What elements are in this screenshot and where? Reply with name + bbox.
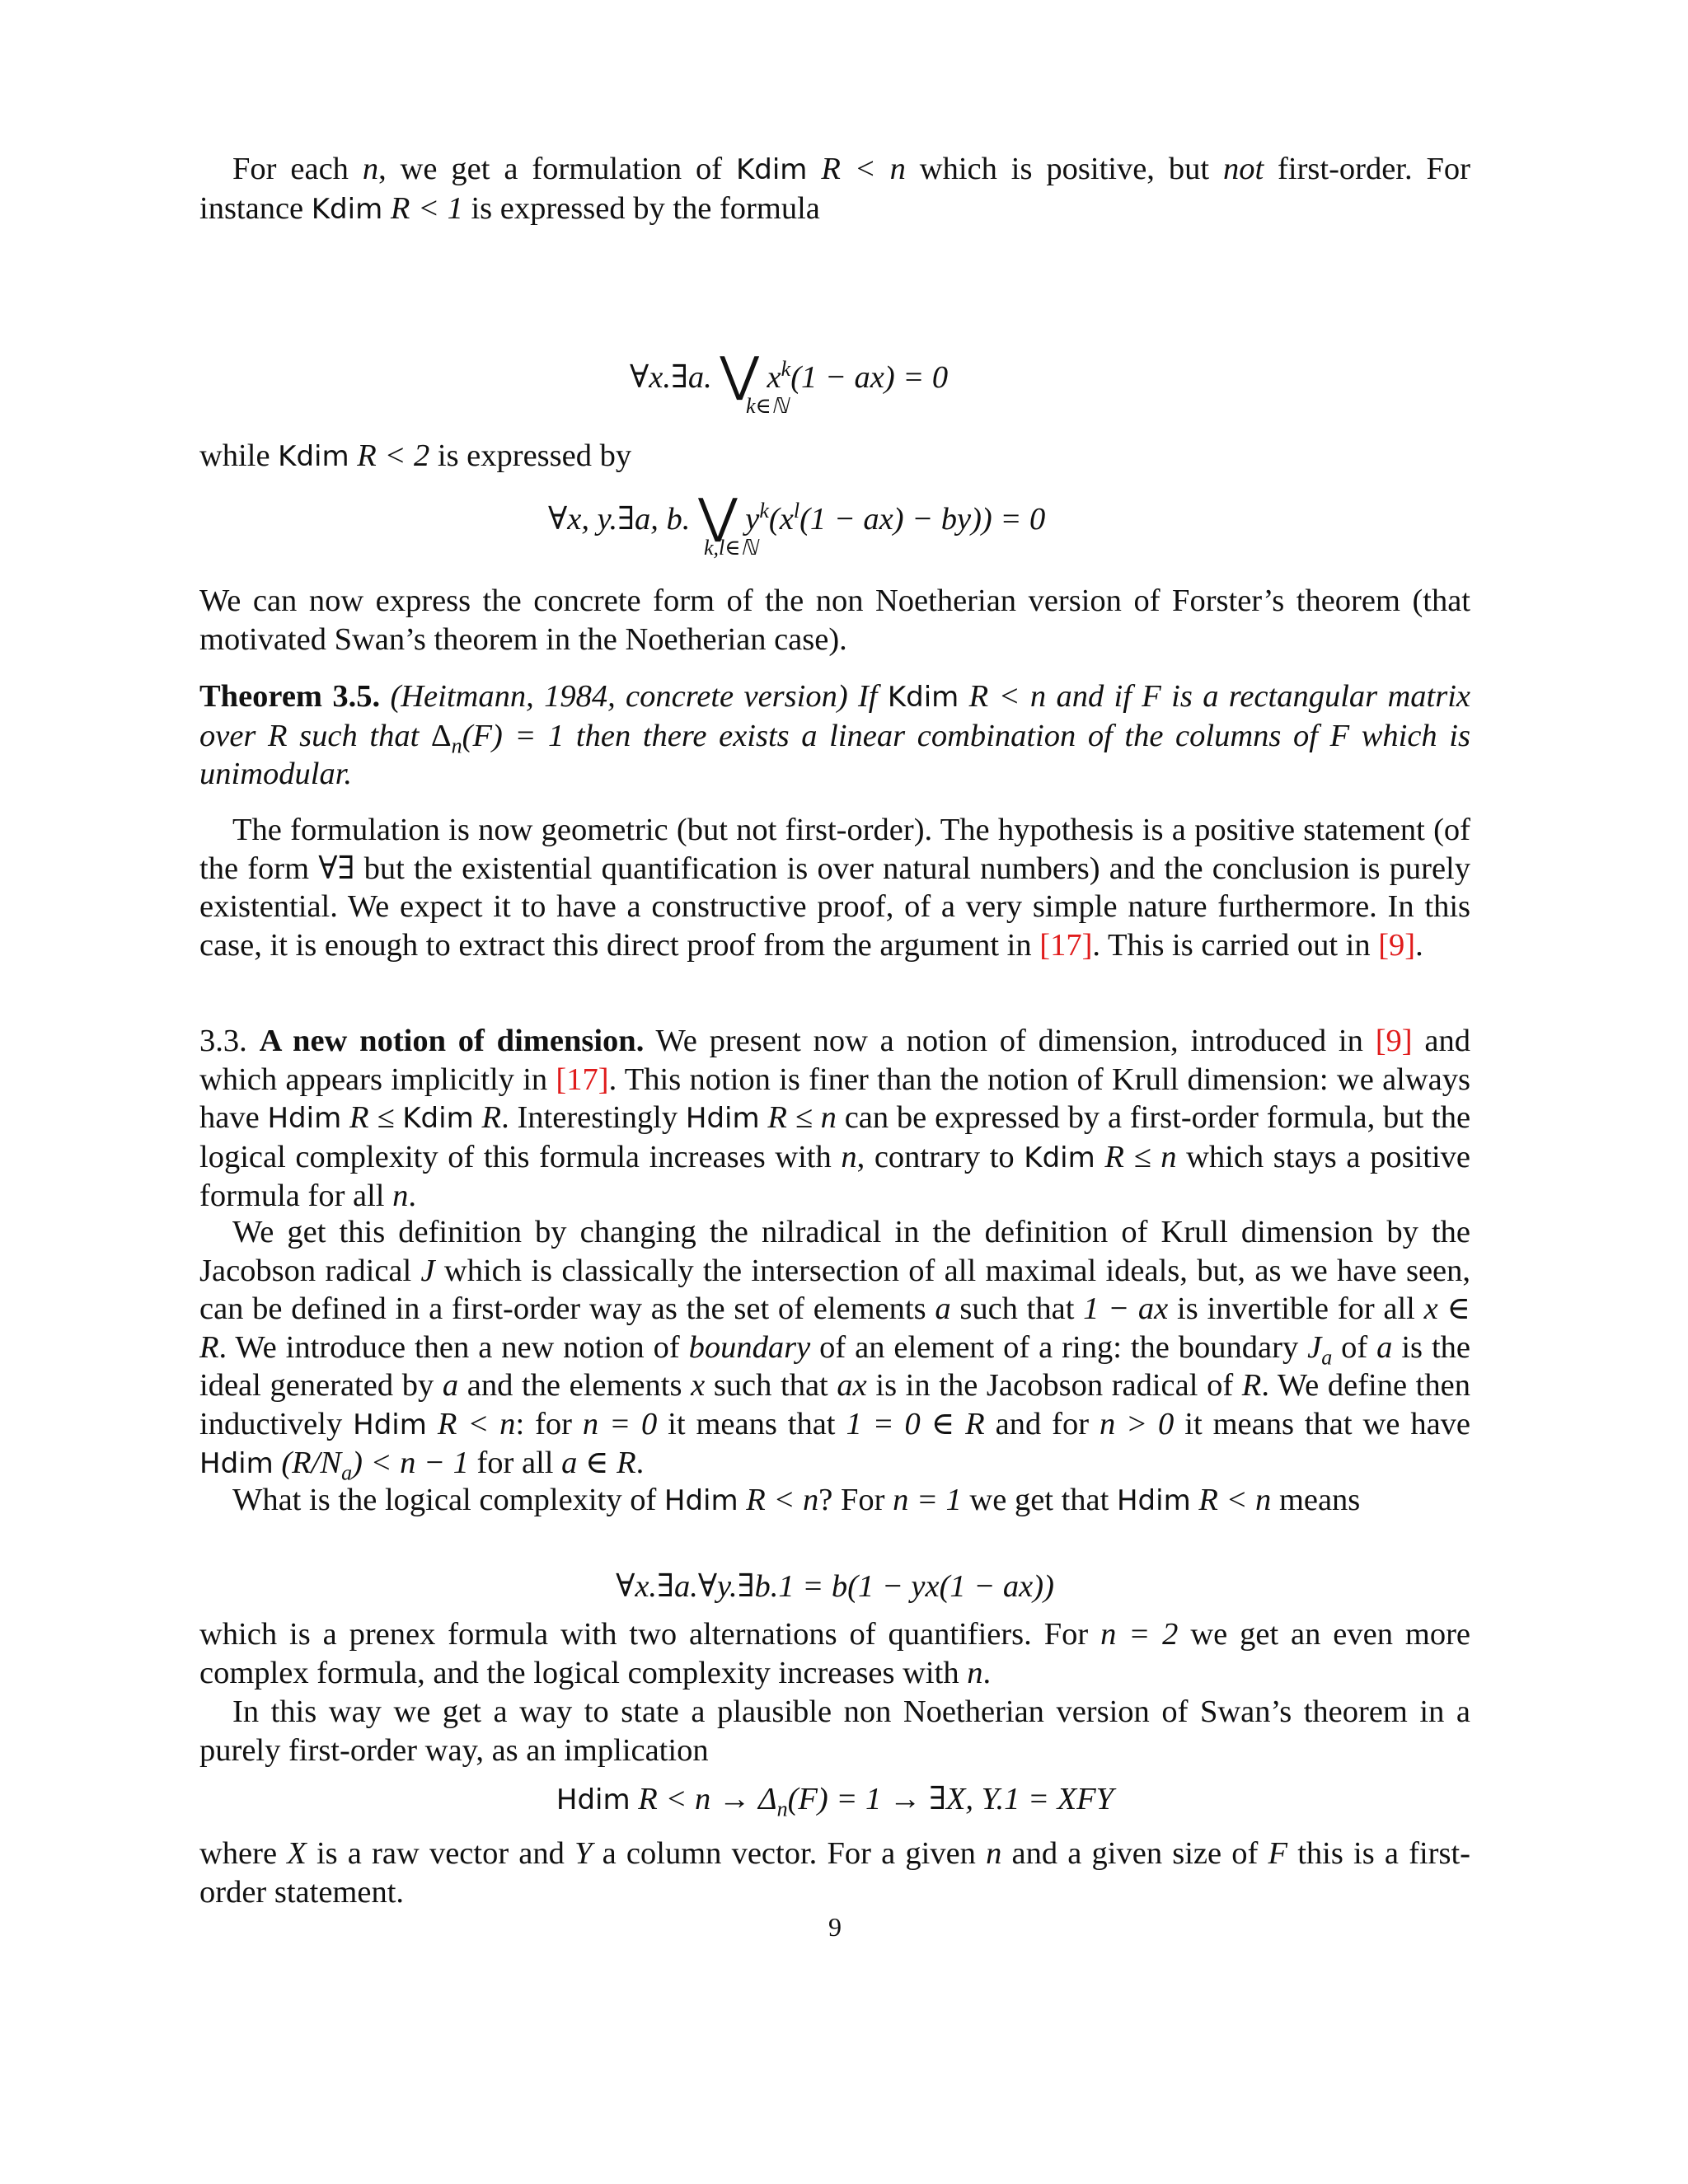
paragraph-jacobson: We get this definition by changing the nilradical in the definition of Krull dimension by the Jacobson radical J which is classically the intersection of all maximal ideals, but, as we have seen, can be defined in a first-order way as the set of elements a such that 1 − ax is invertible for all x ∈ R. We introduce then a new notion of boundary of an element of a ring: the boundary $J_a$ of a is the ideal generated by a and the elements x such that ax is in the Jacobson radical of R. We define then inductively Hdim R < n: for n = 0 it means that 1 = 0 ∈ R and for n > 0 it means that we have Hdim $(R/N_a) < n - 1$ for all a ∈ R.: [199, 1215, 1471, 1485]
paragraph-forster: We can now express the concrete form of the non Noetherian version of Forster’s theorem (that motivated Swan’s theorem in the Noetherian case).: [199, 583, 1470, 657]
paragraph-first-order: where X is a raw vector and Y a column vector. For a given n and a given size of F this is a first-order statement.: [199, 1836, 1470, 1910]
paragraph-kdim-intro: For each n, we get a formulation of Kdim R < n which is positive, but not first-order. For instance Kdim R < 1 is expressed by the formula: [199, 152, 1471, 226]
theorem-label: Theorem 3.5.: [199, 679, 381, 714]
citation-17[interactable]: [17]: [556, 1062, 609, 1097]
paragraph-prenex: which is a prenex formula with two alternations of quantifiers. For n = 2 we get an even more complex formula, and the logical complexity increases with n.: [199, 1617, 1470, 1690]
section-3-3: 3.3. A new notion of dimension. We present now a notion of dimension, introduced in [9] and which appears implicitly in [17]. This notion is finer than the notion of Krull dimension: we always have Hdim R ≤ Kdim R. Interestingly Hdim R ≤ n can be expressed by a first-order formula, but the logical complexity of this formula increases with n, contrary to Kdim R ≤ n which stays a positive formula for all n.: [199, 1024, 1471, 1213]
citation-9[interactable]: [9]: [1378, 927, 1416, 963]
page-number: 9: [828, 1912, 842, 1942]
section-number: 3.3.: [199, 1024, 247, 1058]
citation-9[interactable]: [9]: [1375, 1024, 1413, 1058]
paragraph-geometric: The formulation is now geometric (but not first-order). The hypothesis is a positive statement (of the form ∀∃ but the existential quantification is over natural numbers) and the conclusion is purely existential. We expect it to have a constructive proof, of a very simple nature furthermore. In this case, it is enough to extract this direct proof from the argument in [17]. This is carried out in [9].: [199, 813, 1470, 963]
theorem-3-5: Theorem 3.5. (Heitmann, 1984, concrete version) If Kdim R < n and if F is a rectangular matrix over R such that $\Delta_n(F) = 1$ then there exists a linear combination of the columns of F which is unimodular.: [199, 679, 1471, 791]
page: For each n, we get a formulation of Kdim R < n which is positive, but not first-order. For instance Kdim R < 1 is expressed by the formula ∀x.∃a. ⋁ $x^k(1 - ax) = 0$ k∈ℕ while Kdim R < 2 is expressed by ∀x, y.∃a, b. ⋁ $y^k(x^l(1 - ax) - by)) = 0$ k,l∈ℕ We can now express the concrete form of the non Noetherian version of Forster’s theorem (that motivated Swan’s theorem in the Noetherian case). Theorem 3.5. (Heitmann, 1984, concrete version) If Kdim R < n and if F is a rectangular matrix over R such that $\Delta_n(F) = 1$ then there exists a linear combination of the columns of F which is unimodular. The formulation is now geometric (but not first-order). The hypothesis is a positive statement (of the form ∀∃ but the existential quantification is over natural numbers) and the conclusion is purely existential. We expect it to have a constructive proof, of a very simple nature furthermore. In this case, it is enough to extract this direct proof from the argument in [17]. This is carried out in [9]. 3.3. A new notion of dimension. We present now a notion of dimension, introduced in [9] and which appears implicitly in [17]. This notion is finer than the notion of Krull dimension: we always have Hdim R ≤ Kdim R. Interestingly Hdim R ≤ n can be expressed by a first-order formula, but the logical complexity of this formula increases with n, contrary to Kdim R ≤ n which stays a positive formula for all n. We get this definition by changing the nilradical in the definition of Krull dimension by the Jacobson radical J which is classically the intersection of all maximal ideals, but, as we have seen, can be defined in a first-order way as the set of elements a such that 1 − ax is invertible for all x ∈ R. We introduce then a new notion of boundary of an element of a ring: the boundary $J_a$ of a is the ideal generated by a and the elements x such that ax is in the Jacobson radical of R. We define then inductively Hdim R < n: for n = 0 it means that 1 = 0 ∈ R and for n > 0 it means that we have Hdim $(R/N_a) < n - 1$ for all a ∈ R. What is the logical complexity of Hdim R < n? For n = 1 we get that Hdim R < n means ∀x.∃a.∀y.∃b.1 = b(1 − yx(1 − ax)) which is a prenex formula with two alternations of quantifiers. For n = 2 we get an even more complex formula, and the logical complexity increases with n. In this way we get a way to state a plausible non Noetherian version of Swan’s theorem in a purely first-order way, as an implication Hdim $R < n \to \Delta_n(F) = 1$ → ∃X, Y.1 = XFY where X is a raw vector and Y a column vector. For a given n and a given size of F this is a first-order statement. 9: [199, 152, 1471, 1942]
paragraph-swan-implication: In this way we get a way to state a plausible non Noetherian version of Swan’s theorem in a purely first-order way, as an implication: [199, 1694, 1470, 1768]
formula-hdim-less-1: ∀x.∃a.∀y.∃b.1 = b(1 − yx(1 − ax)): [616, 1569, 1054, 1604]
citation-17[interactable]: [17]: [1039, 927, 1093, 963]
section-title: A new notion of dimension.: [259, 1024, 645, 1058]
formula-swan-implication: Hdim $R < n \to \Delta_n(F) = 1$ → ∃X, Y.1 = XFY: [556, 1782, 1114, 1821]
paragraph-complexity: What is the logical complexity of Hdim R < n? For n = 1 we get that Hdim R < n means: [232, 1483, 1361, 1517]
paragraph-kdim-less-2: while Kdim R < 2 is expressed by: [199, 438, 632, 473]
formula-index: k∈ℕ: [746, 394, 789, 418]
formula-index: k,l∈ℕ: [704, 536, 758, 560]
